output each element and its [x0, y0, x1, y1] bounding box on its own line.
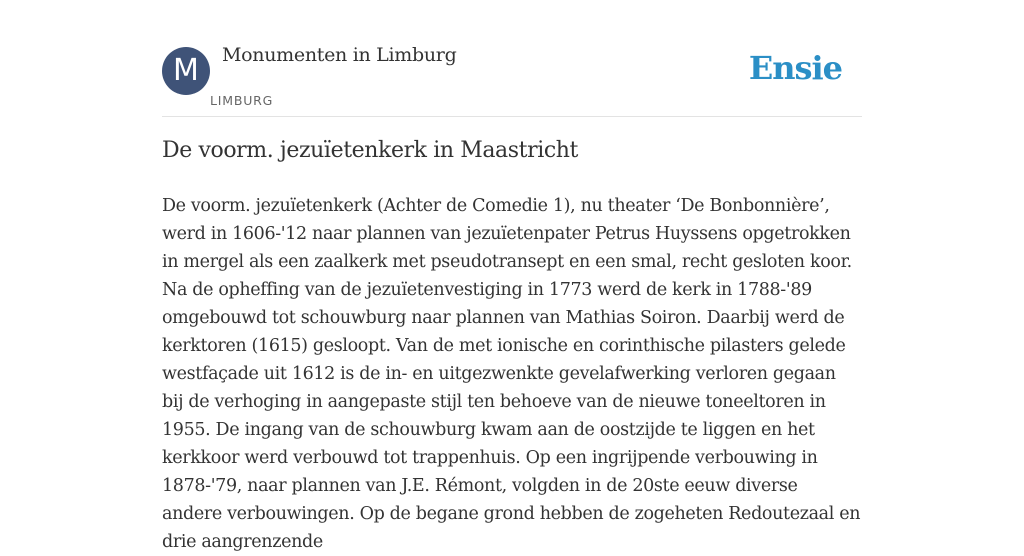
source-avatar[interactable]: M — [162, 47, 210, 95]
header — [162, 0, 862, 117]
source-title-link[interactable]: Monumenten in Limburg — [222, 44, 457, 66]
source-category-link[interactable]: LIMBURG — [210, 93, 274, 108]
brand-logo-link[interactable]: Ensie — [748, 49, 842, 87]
article-body: De voorm. jezuïetenkerk (Achter de Comedie 1), nu theater ‘De Bonbonnière’, werd in 1606-'12 naar plannen van jezuïetenpater Petrus Huyssens opgetrokken in mergel als een zaalkerk met pseudotransept en een smal, recht gesloten koor. Na de opheffing van de jezuïetenvestiging in 1773 werd de kerk in 1788-'89 omgebouwd tot schouwburg naar plannen van Mathias Soiron. Daarbij werd de kerktoren (1615) gesloopt. Van de met ionische en corinthische pilasters gelede westfaçade uit 1612 is de in- en uitgezwenkte gevelafwerking verloren gegaan bij de verhoging in aangepaste stijl ten behoeve van de nieuwe toneeltoren in 1955. De ingang van de schouwburg kwam aan de oostzijde te liggen en het kerkkoor werd verbouwd tot trappenhuis. Op een ingrijpende verbouwing in 1878-'79, naar plannen van J.E. Rémont, volgden in de 20ste eeuw diverse andere verbouwingen. Op de begane grond hebben de zogeheten Redoutezaal en drie aangrenzende — [162, 196, 861, 552]
article-title: De voorm. jezuïetenkerk in Maastricht — [162, 138, 578, 163]
